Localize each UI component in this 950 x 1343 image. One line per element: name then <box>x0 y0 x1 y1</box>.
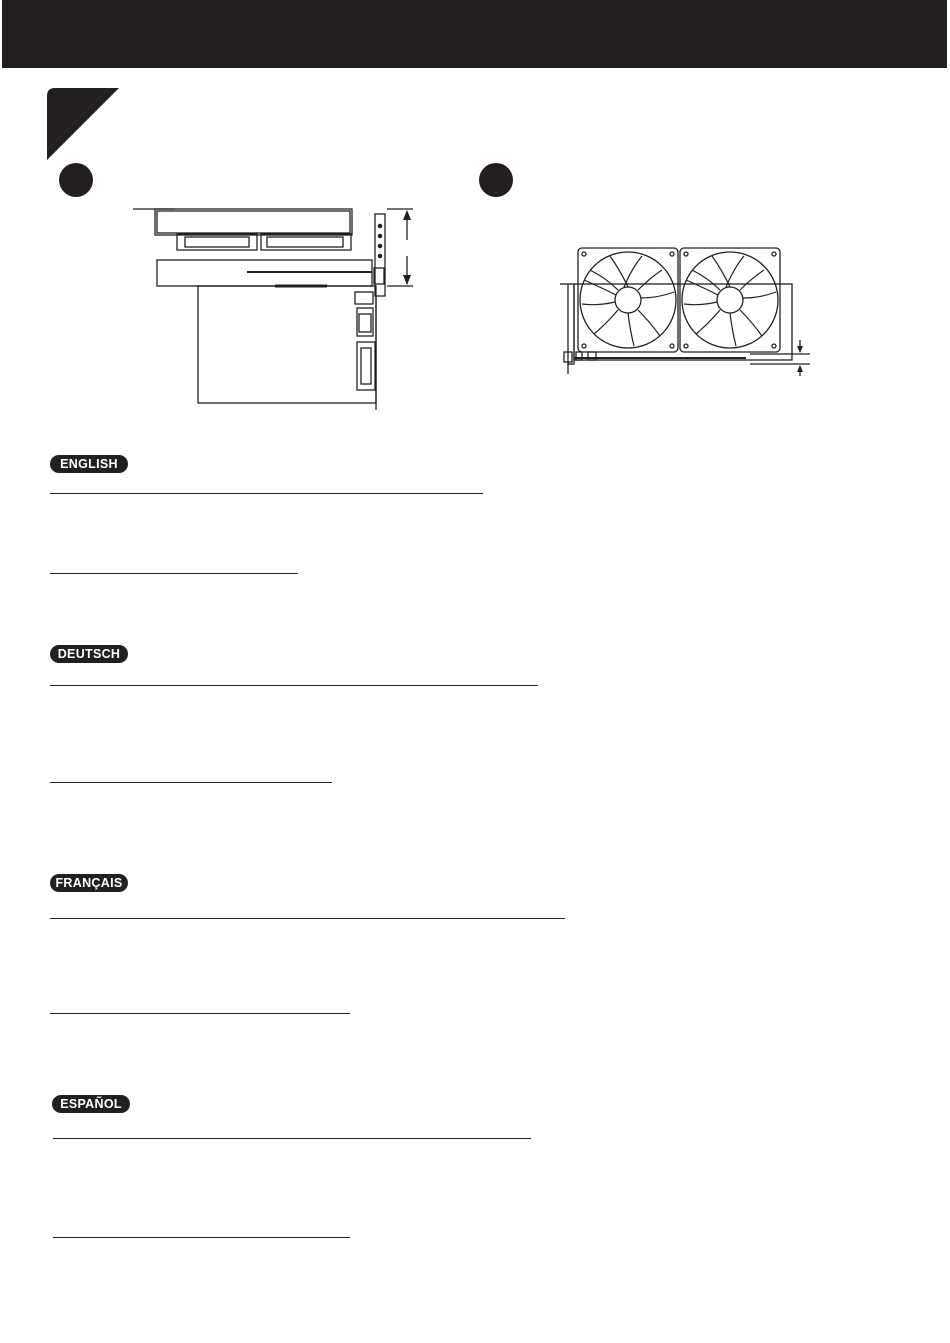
language-badge-espanol: ESPAÑOL <box>52 1095 130 1113</box>
figure-a-marker <box>59 163 93 197</box>
francais-line-1 <box>50 918 565 919</box>
francais-line-2 <box>50 1013 350 1014</box>
language-badge-deutsch: DEUTSCH <box>50 645 128 663</box>
language-badge-francais: FRANÇAIS <box>50 874 128 892</box>
deutsch-line-1 <box>50 685 538 686</box>
english-line-2 <box>50 573 298 574</box>
espanol-line-1 <box>53 1138 531 1139</box>
english-line-1 <box>50 493 483 494</box>
figure-a-side-view-diagram <box>125 200 425 412</box>
figure-b-front-view-diagram <box>550 240 810 380</box>
language-badge-english: ENGLISH <box>50 455 128 473</box>
header-bar <box>2 0 947 68</box>
step-tab-icon <box>47 88 119 160</box>
espanol-line-2 <box>53 1237 350 1238</box>
deutsch-line-2 <box>50 782 332 783</box>
figure-b-marker <box>479 163 513 197</box>
